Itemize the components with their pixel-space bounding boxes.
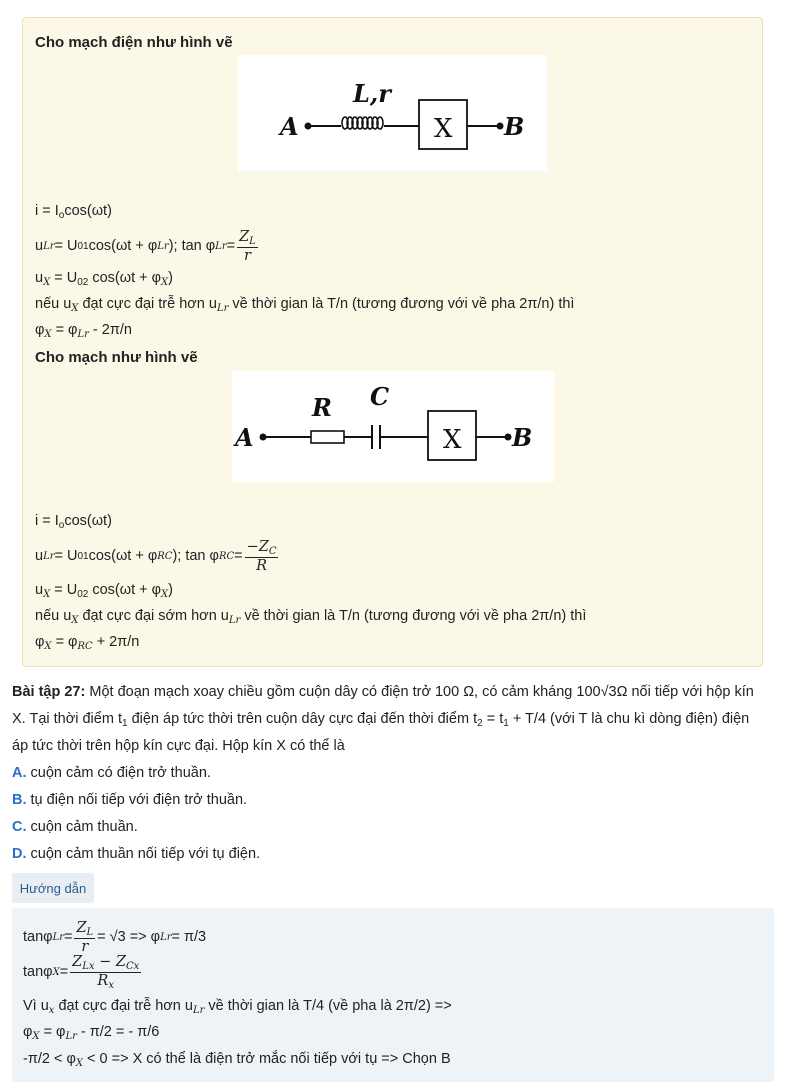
exercise-line-3: áp tức thời trên hộp kín cực đại. Hộp kín X có thể là: [12, 738, 345, 754]
circuit-diagram-1: [238, 55, 547, 171]
condition-2: nếu $u_X$ đạt cực đại sớm hơn $u_{Lr}$ về thời gian là T/n (tương đương với về pha 2π/n) thì: [35, 608, 587, 626]
option-b[interactable]: B. tụ điện nối tiếp với điện trở thuần.: [12, 792, 248, 808]
solution-line-5: $-\pi/2 < \varphi_X < 0 => X$ có thể là điện trở mắc nối tiếp với tụ => Chọn B: [23, 1051, 451, 1069]
eq-ux-1: $u_X = U_{02}$ $\cos(\omega t + \varphi_X)$: [35, 270, 173, 288]
option-d[interactable]: D. cuộn cảm thuần nối tiếp với tụ điện.: [12, 846, 261, 862]
option-c[interactable]: C. cuộn cảm thuần.: [12, 819, 138, 835]
condition-1: nếu $u_X$ đạt cực đại trễ hơn $u_{Lr}$ về thời gian là T/n (tương đương với về pha 2π/n) thì: [35, 296, 575, 314]
hint-button[interactable]: Hướng dẫn: [12, 873, 94, 903]
phase-result-1: $\varphi_X = \varphi_{Lr} - 2\pi/n$: [35, 322, 132, 340]
circuit-diagram-2: [232, 371, 554, 482]
eq-current-2: $i = I_o\cos(\omega t)$: [35, 513, 112, 531]
solution-line-3: Vì $u_x$ đạt cực đại trễ hơn $u_{Lr}$ về thời gian là T/4 (về pha là 2π/2) =>: [23, 998, 452, 1016]
box-x-label: X: [434, 114, 453, 144]
fraction-zlx-zcx-rx: $\frac{Z_{Lx} - Z_{Cx}}{R_x}$: [72, 953, 140, 991]
exercise-label: Bài tập 27:: [12, 684, 86, 700]
eq-current-1: $i = I_o\cos(\omega t)$: [35, 203, 112, 221]
capacitor-label: C: [370, 382, 390, 411]
solution-line-2: tanφ X = $\frac{Z_{Lx} - Z_{Cx}}{R_x}$: [23, 953, 140, 991]
terminal-b-label: B: [512, 423, 533, 452]
terminal-a-label: A: [235, 423, 254, 452]
inductor-coil: [342, 117, 383, 129]
eq-ulr-2: u Lr = U 01 cos(ωt + φ RC ); tan φ RC = $\frac{-Z_C}{R}$: [35, 538, 277, 574]
exercise-line-2: X. Tại thời điểm $t_1$ điện áp tức thời trên cuộn dây cực đại đến thời điểm $t_2 = t_1 + T/4$ (với T là chu kì dòng điện) điện: [12, 711, 750, 729]
coil-label: L,r: [353, 79, 391, 108]
phase-result-2: $\varphi_X = \varphi_{RC} + 2\pi/n$: [35, 634, 140, 652]
terminal-a-label: A: [280, 112, 299, 141]
solution-line-1: tanφ Lr = $\frac{Z_L}{r}$ = √3 => φ Lr = π/3: [23, 919, 207, 955]
exercise-line-1: Bài tập 27: Một đoạn mạch xoay chiều gồm cuộn dây có điện trở 100 Ω, có cảm kháng 100√3Ω nối tiếp với hộp kín: [12, 684, 754, 700]
fraction-zl-r: $\frac{Z_L}{r}$: [76, 919, 94, 955]
fraction-zc-r: $\frac{-Z_C}{R}$: [246, 538, 277, 574]
solution-line-4: $\varphi_X = \varphi_{Lr} - \pi/2$ = - π/6: [23, 1024, 160, 1042]
eq-ux-2: $u_X = U_{02}$ $\cos(\omega t + \varphi_X)$: [35, 582, 173, 600]
box-x-label: X: [443, 425, 462, 455]
resistor-label: R: [312, 393, 332, 422]
terminal-b-dot: [497, 123, 504, 130]
note-heading-1: Cho mạch điện như hình vẽ: [35, 34, 233, 51]
note-heading-2: Cho mạch như hình vẽ: [35, 349, 198, 366]
option-a[interactable]: A. cuộn cảm có điện trở thuần.: [12, 765, 211, 781]
fraction-zl-r: $\frac{Z_L}{r}$: [239, 228, 256, 264]
terminal-b-label: B: [504, 112, 525, 141]
eq-ulr-1: u Lr = U 01 cos(ωt + φ Lr ); tan φ Lr = $\frac{Z_L}{r}$: [35, 228, 256, 264]
resistor-r: [311, 431, 344, 443]
